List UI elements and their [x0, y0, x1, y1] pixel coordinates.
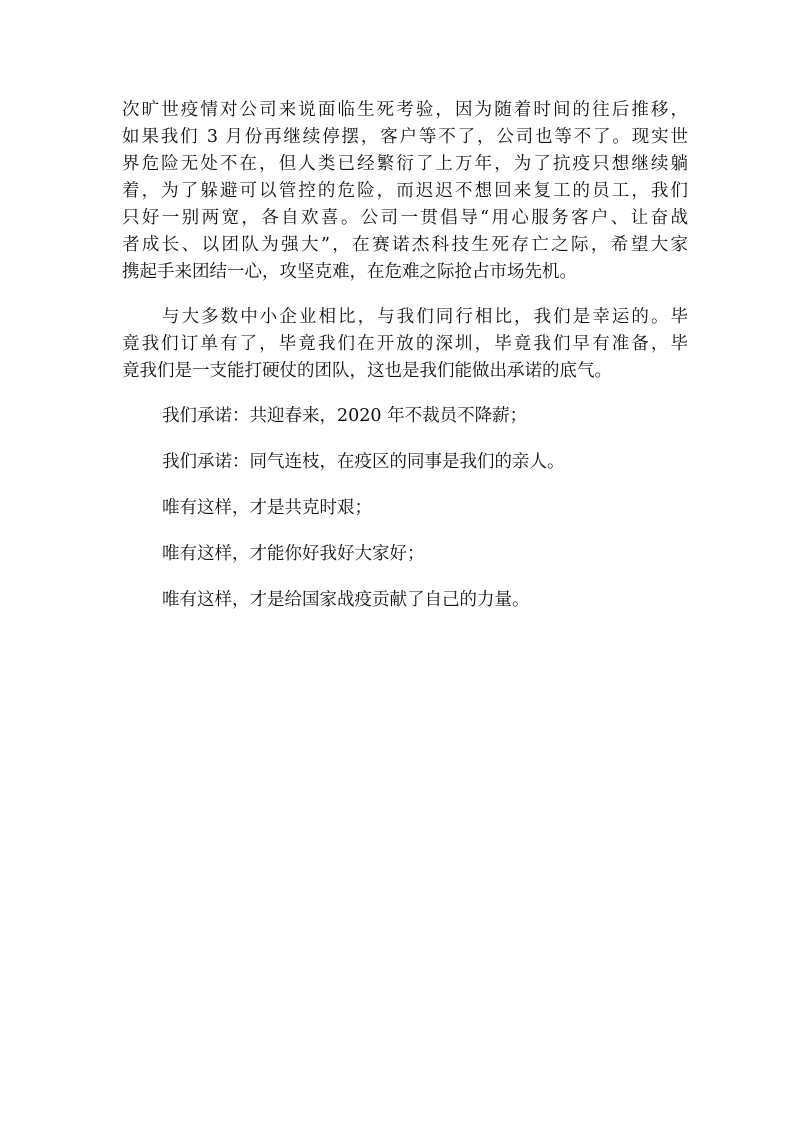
text-line: 唯有这样，才能你好我好大家好；: [162, 544, 425, 564]
text-line: 如果我们 3 月份再继续停摆，客户等不了，公司也等不了。现实世: [122, 127, 688, 147]
closing-line-1: [122, 495, 688, 522]
closing-line-2: [122, 541, 688, 568]
text-line: 携起手来团结一心，攻坚克难，在危难之际抢占市场先机。: [122, 262, 577, 282]
text-line: 竟我们订单有了，毕竟我们在开放的深圳，毕竟我们早有准备，毕: [122, 334, 688, 354]
text-line: 只好一别两宽，各自欢喜。公司一贯倡导“用心服务客户、让奋战: [122, 208, 688, 228]
paragraph-1: [122, 97, 688, 286]
text-line: 我们承诺：共迎春来，2020 年不裁员不降薪；: [162, 406, 528, 426]
paragraph-2: [122, 304, 688, 385]
commitment-1: [122, 403, 688, 430]
text-line: 唯有这样，才是共克时艰；: [162, 498, 372, 518]
commitment-2: [122, 449, 688, 476]
text-line: 界危险无处不在，但人类已经繁衍了上万年，为了抗疫只想继续躺: [122, 154, 688, 174]
text-line: 竟我们是一支能打硬仗的团队，这也是我们能做出承诺的底气。: [122, 361, 612, 381]
text-line: 我们承诺：同气连枝，在疫区的同事是我们的亲人。: [162, 452, 565, 472]
text-line: 与大多数中小企业相比，与我们同行相比，我们是幸运的。毕: [162, 307, 688, 327]
text-line: 着，为了躲避可以管控的危险，而迟迟不想回来复工的员工，我们: [122, 181, 688, 201]
text-line: 者成长、以团队为强大”，在赛诺杰科技生死存亡之际，希望大家: [122, 235, 688, 255]
text-line: 次旷世疫情对公司来说面临生死考验，因为随着时间的往后推移，: [122, 100, 688, 120]
text-line: 唯有这样，才是给国家战疫贡献了自己的力量。: [162, 590, 530, 610]
document-body: [122, 97, 688, 633]
closing-line-3: [122, 587, 688, 614]
